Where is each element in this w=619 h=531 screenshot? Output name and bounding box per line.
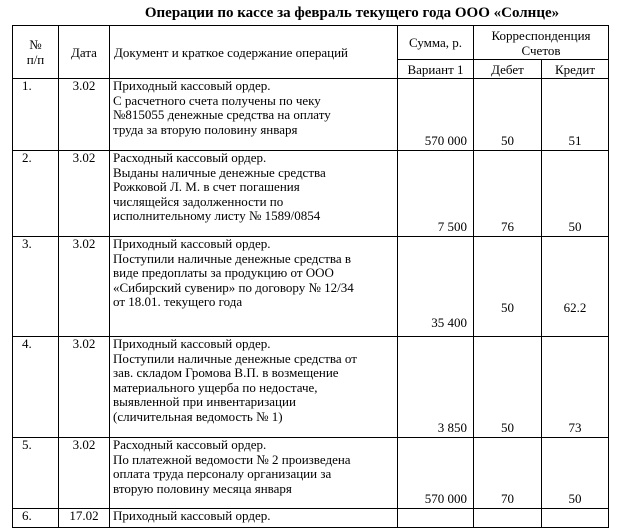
row-number: 4. — [13, 337, 59, 438]
row-debit: 70 — [474, 438, 542, 509]
row-credit — [542, 509, 609, 528]
row-date: 3.02 — [59, 79, 110, 151]
row-document — [110, 509, 398, 528]
document-line: материального ущерба по недостаче, — [113, 379, 318, 395]
row-sum — [398, 509, 474, 528]
document-line: Приходный кассовый ордер. — [113, 78, 271, 93]
row-document — [110, 438, 398, 509]
document-line: труда за вторую половину января — [113, 121, 298, 137]
document-line: «Сибирский сувенир» по договору № 12/34 — [113, 279, 354, 295]
row-number: 3. — [13, 237, 59, 337]
document-line: Приходный кассовый ордер. — [113, 336, 271, 351]
header-sum: Сумма, р. — [398, 26, 474, 60]
row-credit: 62.2 — [542, 237, 609, 337]
row-credit: 51 — [542, 79, 609, 151]
row-debit: 50 — [474, 237, 542, 337]
row-document — [110, 337, 398, 438]
row-sum: 3 850 — [398, 337, 474, 438]
document-line: №815055 денежные средства на оплату — [113, 107, 331, 123]
document-line: Рожковой Л. М. в счет погашения — [113, 179, 300, 195]
document-line: исполнительному листу № 1589/0854 — [113, 208, 321, 224]
header-correspondence — [474, 26, 609, 60]
header-num — [13, 26, 59, 79]
row-credit: 73 — [542, 337, 609, 438]
row-number: 5. — [13, 438, 59, 509]
row-date: 3.02 — [59, 237, 110, 337]
document-line: вторую половину месяца января — [113, 480, 292, 496]
header-variant: Вариант 1 — [398, 60, 474, 79]
document-line: зав. складом Громова В.П. в возмещение — [113, 365, 339, 381]
document-line: С расчетного счета получены по чеку — [113, 92, 321, 108]
document-line: виде предоплаты за продукцию от ООО — [113, 265, 334, 281]
row-sum: 570 000 — [398, 79, 474, 151]
document-line: Расходный кассовый ордер. — [113, 150, 267, 165]
header-date: Дата — [59, 26, 110, 79]
document-line: выявленной при инвентаризации — [113, 394, 296, 410]
row-date: 17.02 — [59, 509, 110, 528]
row-date: 3.02 — [59, 337, 110, 438]
row-debit: 76 — [474, 151, 542, 237]
document-line: Приходный кассовый ордер. — [113, 236, 271, 251]
document-line: Приходный кассовый ордер. — [113, 508, 271, 523]
header-debit: Дебет — [474, 60, 542, 79]
table-row — [13, 79, 609, 151]
document-line: числящейся задолженности по — [113, 193, 284, 209]
row-number: 2. — [13, 151, 59, 237]
header-credit: Кредит — [542, 60, 609, 79]
document-line: Поступили наличные денежные средства от — [113, 350, 357, 366]
row-document — [110, 79, 398, 151]
header-num-line1: № — [29, 37, 42, 52]
row-document — [110, 151, 398, 237]
document-line: Поступили наличные денежные средства в — [113, 250, 351, 266]
table-row — [13, 237, 609, 337]
row-debit: 50 — [474, 79, 542, 151]
header-num-line2: п/п — [26, 52, 45, 67]
row-debit: 50 — [474, 337, 542, 438]
document-line: Выданы наличные денежные средства — [113, 164, 326, 180]
document-line: (сличительная ведомость № 1) — [113, 408, 283, 424]
header-correspondence-line1: Корреспонденция — [491, 27, 591, 43]
row-number: 1. — [13, 79, 59, 151]
row-debit — [474, 509, 542, 528]
row-sum: 35 400 — [398, 237, 474, 337]
table-row — [13, 509, 609, 528]
table-row — [13, 151, 609, 237]
page-title: Операции по кассе за февраль текущего года ООО «Солнце» — [144, 5, 560, 21]
table-row — [13, 337, 609, 438]
cash-operations-table — [12, 25, 609, 528]
table-row — [13, 438, 609, 509]
row-credit: 50 — [542, 151, 609, 237]
row-credit: 50 — [542, 438, 609, 509]
document-line: оплата труда персоналу организации за — [113, 466, 332, 482]
row-sum: 570 000 — [398, 438, 474, 509]
document-line: По платежной ведомости № 2 произведена — [113, 451, 351, 467]
row-sum: 7 500 — [398, 151, 474, 237]
row-document — [110, 237, 398, 337]
document-line: Расходный кассовый ордер. — [113, 437, 267, 452]
row-date: 3.02 — [59, 151, 110, 237]
document-line: от 18.01. текущего года — [113, 294, 243, 310]
row-number: 6. — [13, 509, 59, 528]
header-document: Документ и краткое содержание операций — [110, 26, 398, 79]
header-correspondence-line2: Счетов — [521, 42, 561, 58]
row-date: 3.02 — [59, 438, 110, 509]
